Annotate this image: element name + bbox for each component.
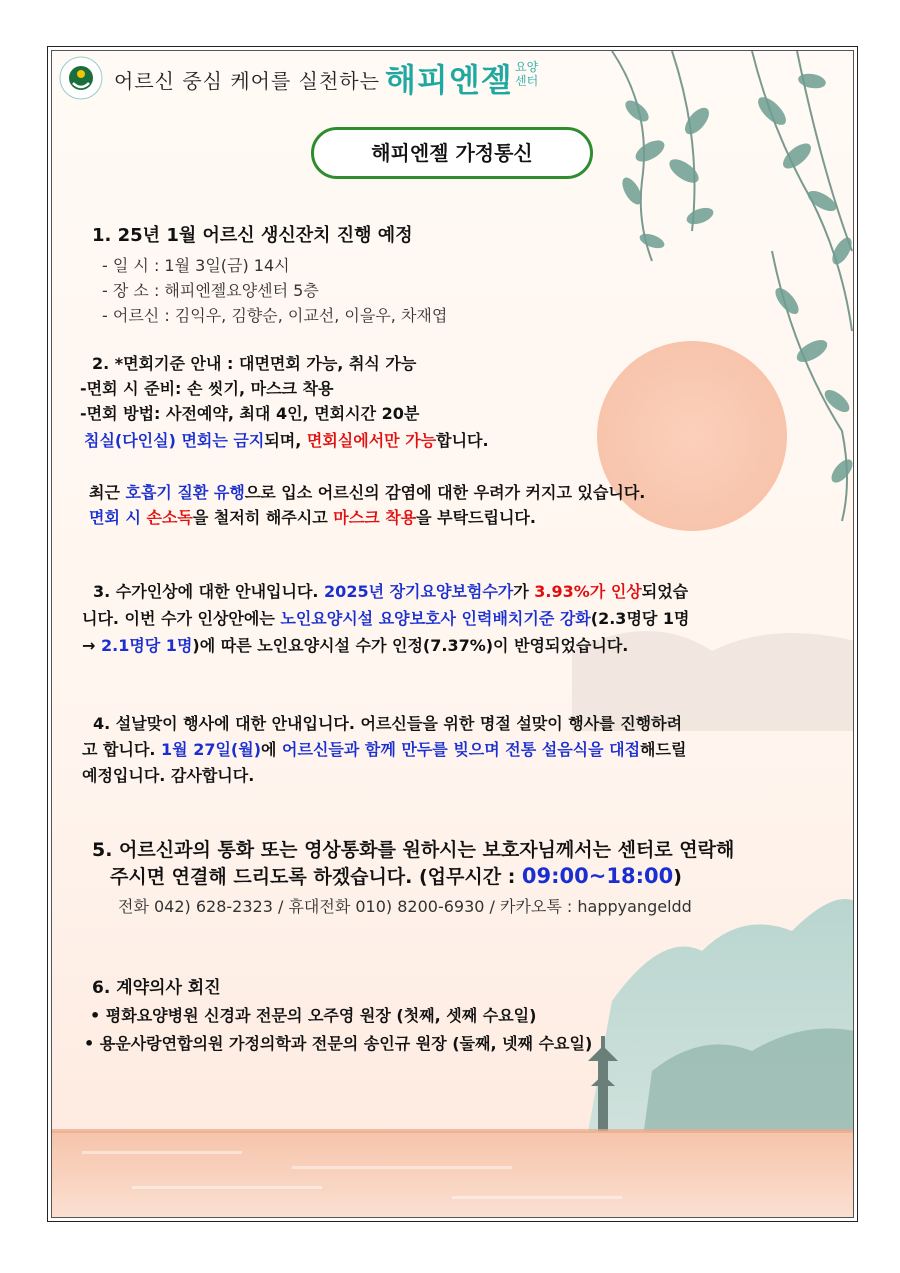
brand-subtitle: 요양센터 [515,60,539,88]
section3-line-1: 3. 수가인상에 대한 안내입니다. 2025년 장기요양보험수가가 3.93%가 인상되었습 [93,582,689,601]
header-tagline: 어르신 중심 케어를 실천하는 [114,69,380,93]
section2-heading: 2. *면회기준 안내 : 대면면회 가능, 취식 가능 [92,354,417,373]
section3-line-3: → 2.1명당 1명)에 따른 노인요양시설 수가 인정(7.37%)이 반영되었습니다. [82,636,629,655]
business-hours: 09:00~18:00 [521,864,674,888]
section2-rule: 침실(다인실) 면회는 금지되며, 면회실에서만 가능합니다. [84,431,489,450]
section1-line-place: - 장 소 : 해피엔젤요양센터 5층 [102,281,319,300]
section1-heading: 1. 25년 1월 어르신 생신잔치 진행 예정 [92,225,413,246]
page-title: 해피엔젤 가정통신 [371,141,533,165]
section6-item-2: • 용운사랑연합의원 가정의학과 전문의 송인규 원장 (둘째, 넷째 수요일) [84,1034,593,1053]
section2-warning-1: 최근 호흡기 질환 유행으로 입소 어르신의 감염에 대한 우려가 커지고 있습니다. [89,483,646,502]
section5-line-1: 5. 어르신과의 통화 또는 영상통화를 원하시는 보호자님께서는 센터로 연락해 [92,839,735,861]
section3-line-2: 니다. 이번 수가 인상안에는 노인요양시설 요양보호사 인력배치기준 강화(2.3명당 1명 [82,609,690,628]
page-frame [51,50,854,1218]
section1-line-seniors: - 어르신 : 김익우, 김향순, 이교선, 이을우, 차재엽 [102,306,448,325]
section4-line-1: 4. 설날맞이 행사에 대한 안내입니다. 어르신들을 위한 명절 설맞이 행사를 진행하려 [93,714,683,733]
section6-heading: 6. 계약의사 회진 [92,978,221,998]
section4-line-3: 예정입니다. 감사합니다. [82,766,255,785]
section2-rule-forbidden: 침실(다인실) 면회는 금지 [84,431,265,450]
section2-prep: -면회 시 준비: 손 씻기, 마스크 착용 [80,379,334,398]
brand-name: 해피엔젤 [385,61,513,99]
section2-method: -면회 방법: 사전예약, 최대 4인, 면회시간 20분 [80,404,420,423]
section2-rule-allowed: 면회실에서만 가능 [306,431,437,450]
section4-line-2: 고 합니다. 1월 27일(월)에 어르신들과 함께 만두를 빚으며 전통 설음식을 대접해드릴 [82,740,687,759]
section6-item-1: • 평화요양병원 신경과 전문의 오주영 원장 (첫째, 셋째 수요일) [90,1006,537,1025]
title-box [311,127,593,179]
contact-info: 전화 042) 628-2323 / 휴대전화 010) 8200-6930 / 카카오톡 : happyangeldd [118,897,692,916]
section5-line-2: 주시면 연결해 드리도록 하겠습니다. (업무시간 : 09:00~18:00) [110,864,682,888]
section1-line-date: - 일 시 : 1월 3일(금) 14시 [102,256,290,275]
center-logo [58,55,104,101]
section2-warning-2: 면회 시 손소독을 철저히 해주시고 마스크 착용을 부탁드립니다. [89,508,536,527]
